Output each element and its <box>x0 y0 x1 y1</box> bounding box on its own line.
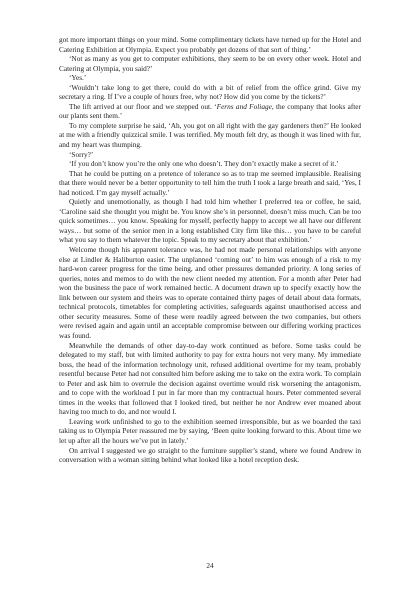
paragraph: ‘Yes.’ <box>69 73 87 83</box>
page-number: 24 <box>206 561 214 570</box>
paragraph: That he could be putting on a pretence of tolerance so as to trap me seemed implausible. Realising that there would never be a better opportunity to tell him the truth I took a large breath and said, ‘Yes, I had noticed. I’m gay myself actually.’ <box>59 168 361 197</box>
paragraph: ‘Not as many as you get to computer exhibitions, they seem to be on every other week. Hotel and Catering at Olympia, you said?’ <box>59 54 361 73</box>
paragraph: Meanwhile the demands of other day-to-day work continued as before. Some tasks could be delegated to my staff, but with limited authority to pay for extra hours not very many. My immediate boss, the head of the information technology unit, refused additional overtime for my team, probably resentful because Peter had not consulted him before asking me to take on the extra work. To complain to Peter and ask him to overrule the decision against overtime would risk worsening the antagonism, and to cope with the workload I put in far more than my contractual hours. Peter commented several times in the weeks that followed that I looked tired, but neither he nor Andrew ever moaned about having too much to do, and nor would I. <box>59 340 361 417</box>
paragraph: got more important things on your mind. Some complimentary tickets have turned up for the Hotel and Catering Exhibition at Olympia. Expect you probably get dozens of that sort of thing.’ <box>59 35 361 54</box>
body-text <box>59 35 361 465</box>
paragraph: The lift arrived at our floor and we stepped out. ‘Ferns and Foliage, the company that looks after our plants sent them.’ <box>59 101 361 121</box>
paragraph: Leaving work unfinished to go to the exhibition seemed irresponsible, but as we boarded the taxi taking us to Olympia Peter reassured me by saying, ‘Been quite looking forward to this. About time we let up after all the hours we’ve put in lately.’ <box>59 416 361 445</box>
paragraph: Quietly and unemotionally, as though I had told him whether I preferred tea or coffee, he said, ‘Caroline said she thought you might be. You know she’s in personnel, doesn’t miss much. Can be too quick sometimes… you know. Speaking for myself, perfectly happy to accept we all have our different ways… but some of the senior men in a long established City firm like this… you have to be careful what you say to them whatever the topic. Speak to my secretary about that exhibition.’ <box>59 197 361 245</box>
paragraph: ‘Sorry?’ <box>69 149 94 159</box>
paragraph: To my complete surprise he said, ‘Ah, you got on all right with the gay gardeners then?’ He looked at me with a friendly quizzical smile. I was terrified. My mouth felt dry, as though it was lined with fur, and my heart was thumping. <box>59 120 361 150</box>
paragraph: On arrival I suggested we go straight to the furniture supplier’s stand, where we found Andrew in conversation with a woman sitting behind what looked like a hotel reception desk. <box>59 445 361 465</box>
paragraph: Welcome though his apparent tolerance was, he had not made personal relationships with anyone else at Lindler & Haliburton easier. The unplanned ‘coming out’ to him was enough of a risk to my hard-won career progress for the time being, and other pressures demanded priority. A long series of queries, notes and memos to do with the new client needed my attention. For a month after Peter had won the business the pace of work remained hectic. A document drawn up to specify exactly how the link between our system and theirs was to operate contained thirty pages of detail about data formats, technical protocols, timetables for completing activities, safeguards against unauthorised access and other security measures. Some of these were readily agreed between the two companies, but others were revised again and again until an acceptable compromise between our differing working practices was found. <box>59 245 361 340</box>
italic-phrase: Ferns and Foliage <box>216 101 272 111</box>
paragraph: ‘Wouldn’t take long to get there, could do with a bit of relief from the office grind. Give my secretary a ring. If I’ve a couple of hours free, why not? How did you come by the tickets?’ <box>59 82 361 102</box>
paragraph: ‘If you don’t know you’re the only one who doesn’t. They don’t exactly make a secret of it.’ <box>69 159 339 169</box>
